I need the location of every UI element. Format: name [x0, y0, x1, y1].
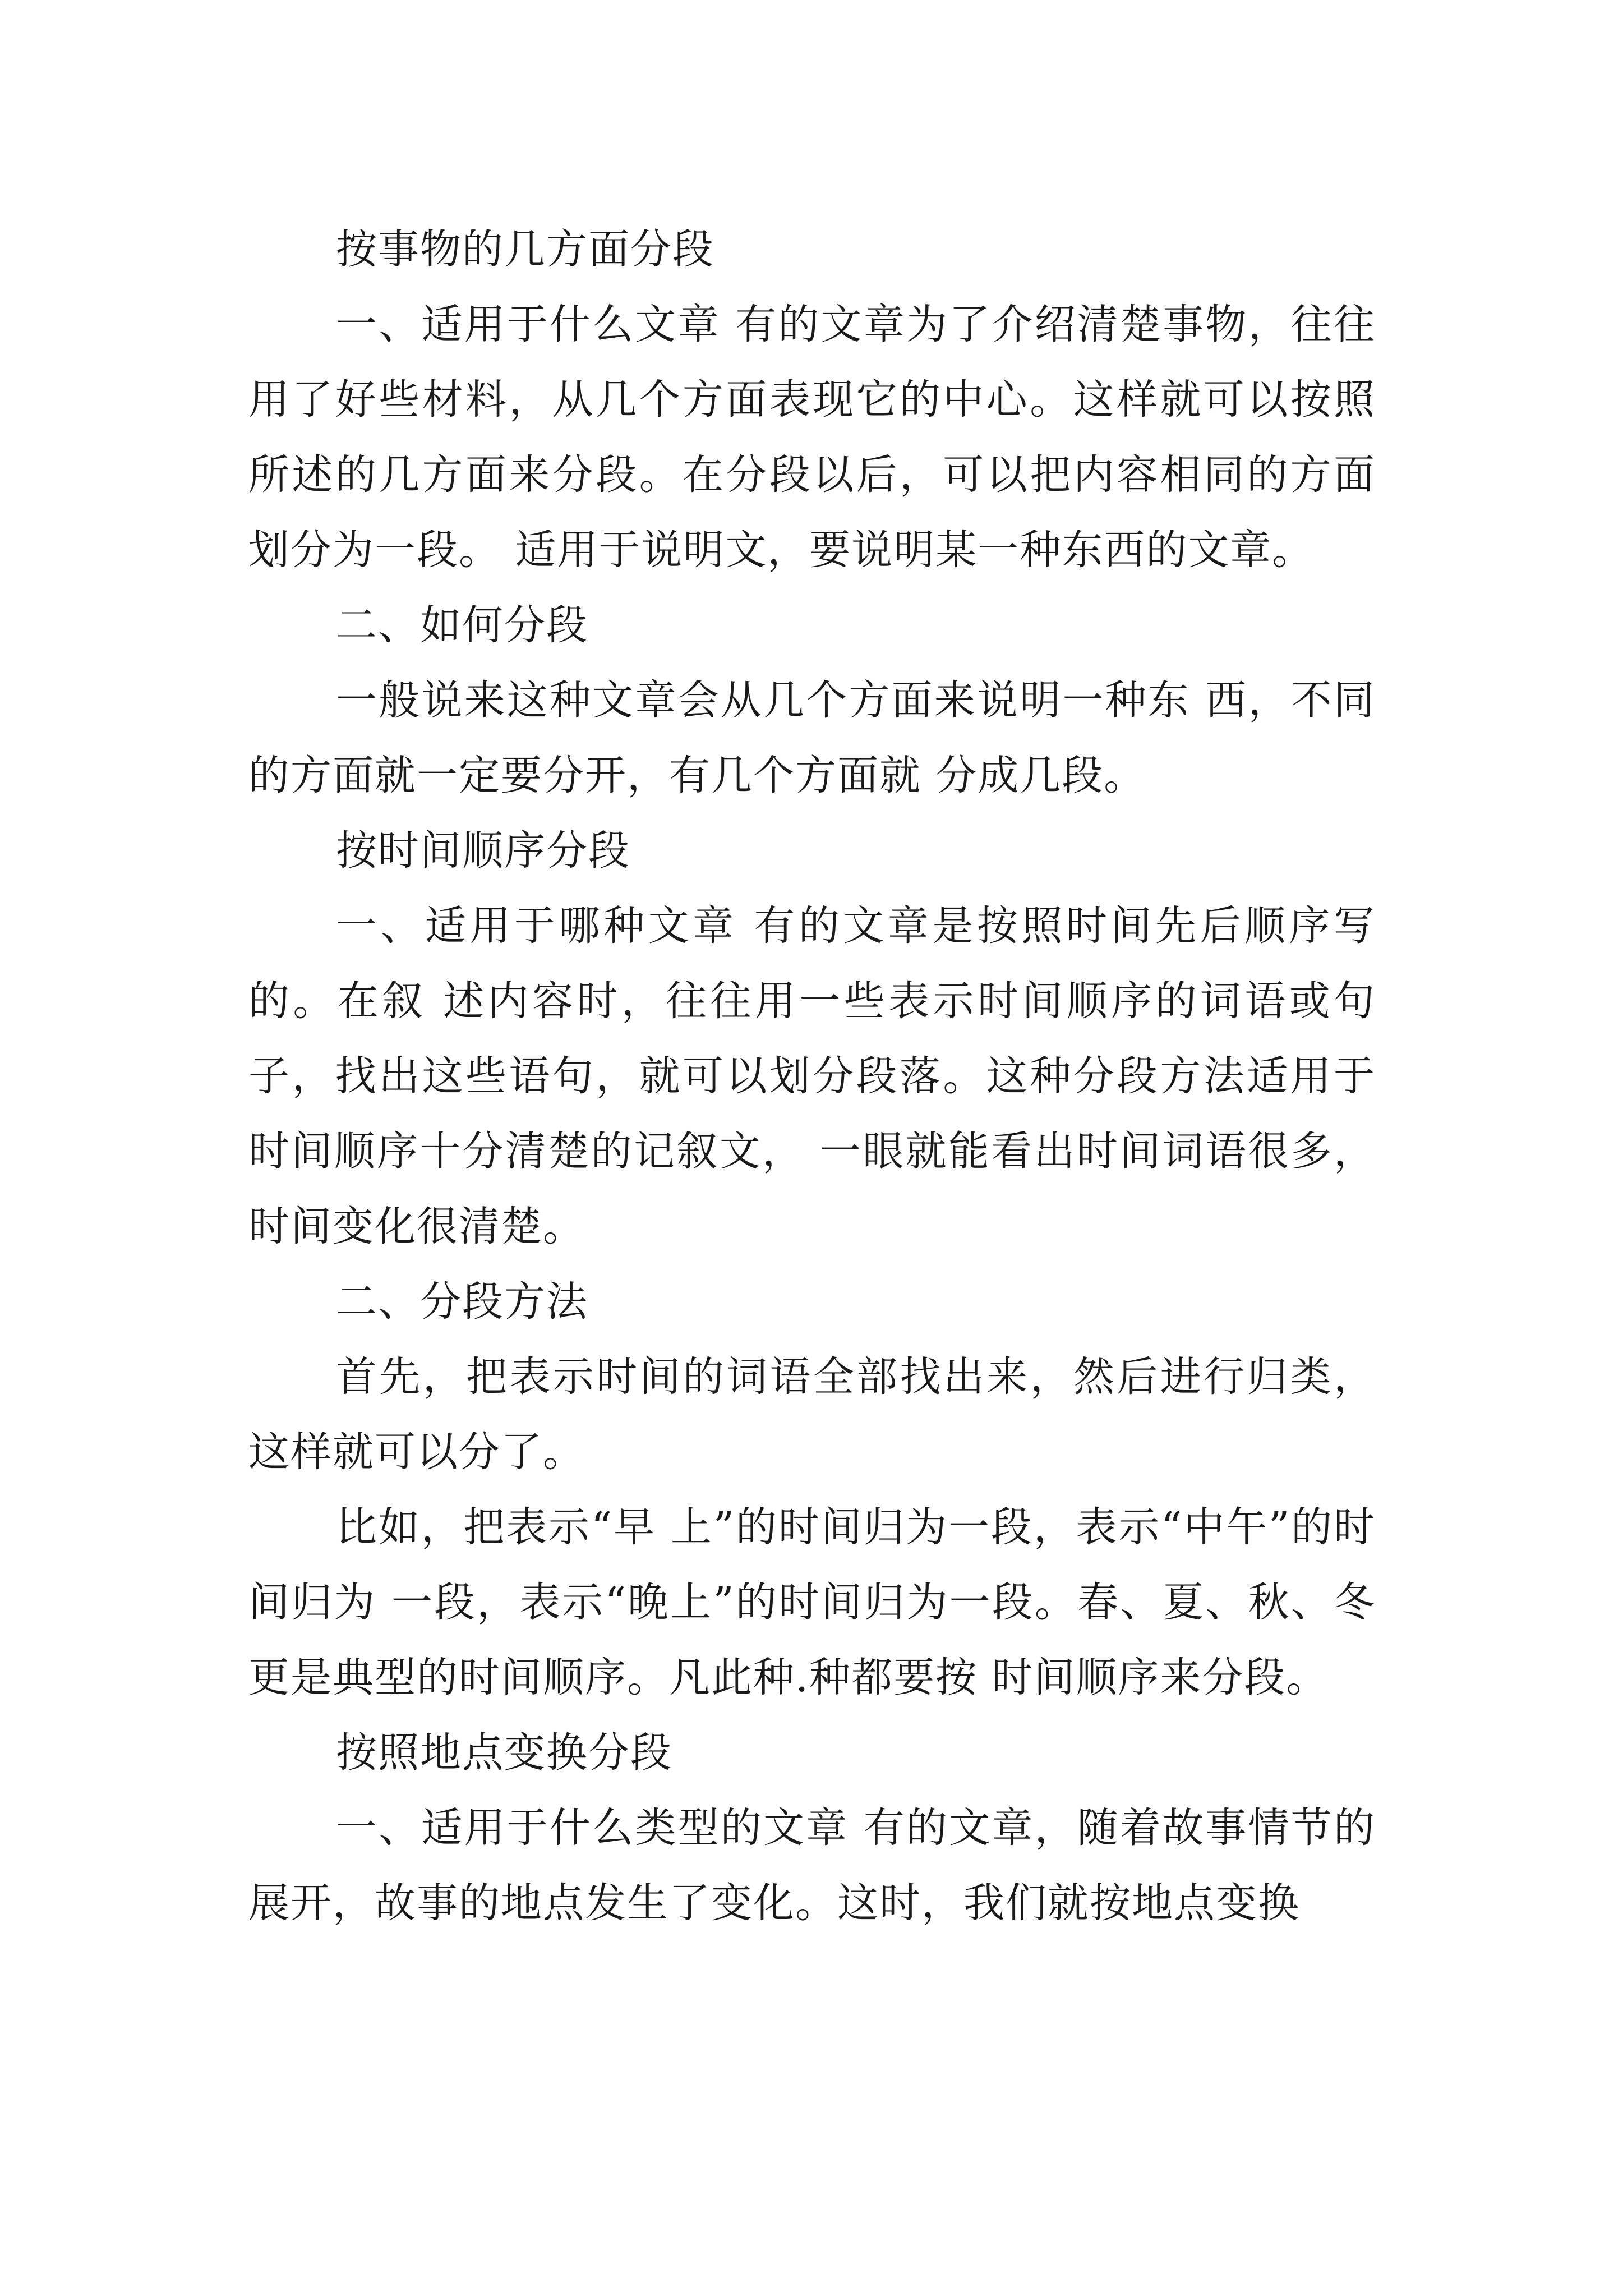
section-heading-by-time: 按时间顺序分段: [336, 827, 630, 875]
paragraph-aspects-applicability: 一、适用于什么文章 有的文章为了介绍清楚事物，往往用了好些材料，从几个方面表现它的中心。这样就可以按照所述的几方面来分段。在分段以后，可以把内容相同的方面划分为一段。 适用于说明文，要说明某一种东西的文章。: [248, 301, 1376, 574]
subheading-division-method: 二、分段方法: [336, 1278, 588, 1326]
paragraph-how-to-divide: 一般说来这种文章会从几个方面来说明一种东 西，不同的方面就一定要分开，有几个方面就 分成几段。: [248, 677, 1376, 799]
paragraph-location-applicability: 一、适用于什么类型的文章 有的文章，随着故事情节的展开，故事的地点发生了变化。这时，我们就按地点变换: [248, 1804, 1376, 1927]
section-heading-by-location: 按照地点变换分段: [336, 1729, 672, 1777]
paragraph-time-applicability: 一、适用于哪种文章 有的文章是按照时间先后顺序写的。在叙 述内容时，往往用一些表示时间顺序的词语或句子，找出这些语句，就可以划分段落。这种分段方法适用于时间顺序十分清楚的记叙文， 一眼就能看出时间词语很多，时间变化很清楚。: [248, 902, 1376, 1250]
paragraph-division-method: 首先，把表示时间的词语全部找出来，然后进行归类，这样就可以分了。: [248, 1353, 1376, 1476]
subheading-how-to-divide: 二、如何分段: [336, 601, 588, 649]
document-body: [248, 212, 1376, 1941]
section-heading-by-aspects: 按事物的几方面分段: [336, 226, 714, 273]
paragraph-time-example: 比如，把表示“早 上”的时间归为一段，表示“中午”的时间归为 一段，表示“晚上”的时间归为一段。春、夏、秋、冬更是典型的时间顺序。凡此种.种都要按 时间顺序来分段。: [248, 1503, 1376, 1701]
